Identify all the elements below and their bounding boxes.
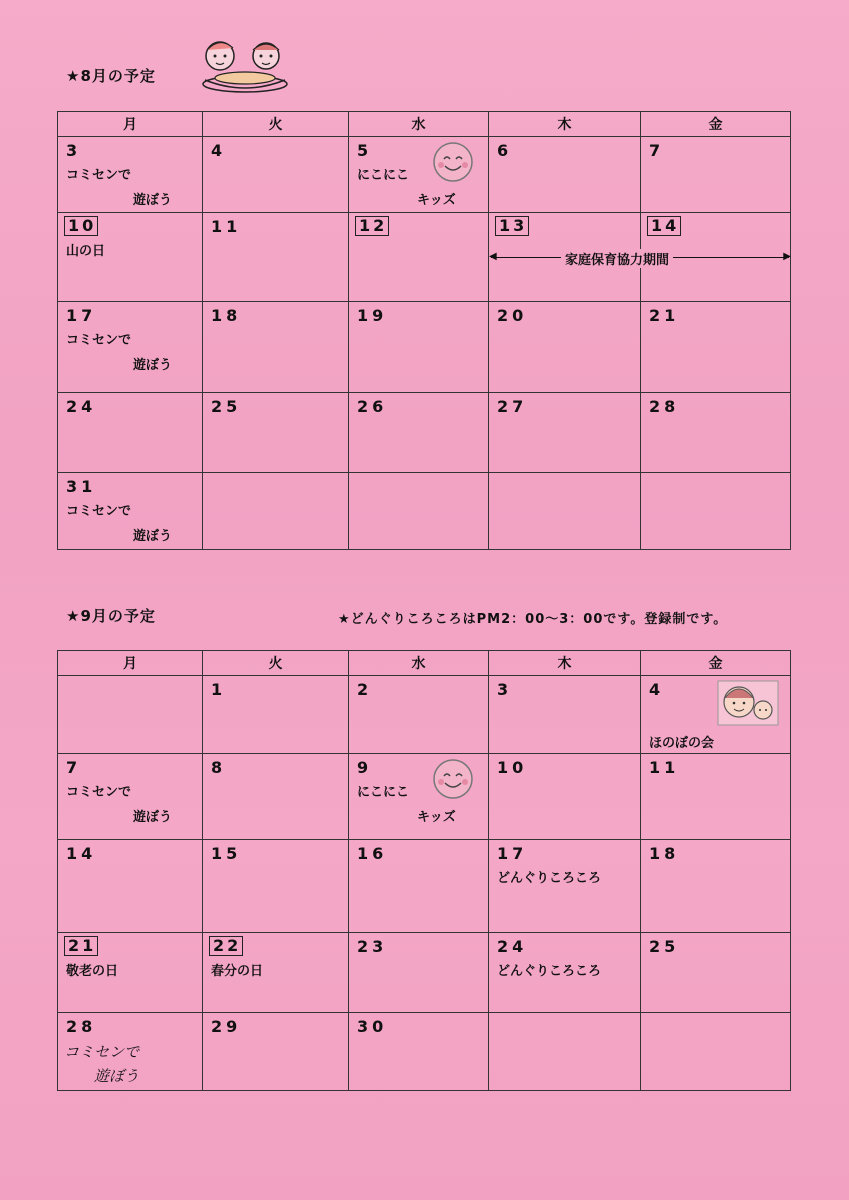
- day-cell: [349, 840, 489, 933]
- day-number: 19: [357, 306, 388, 325]
- week-row: [58, 302, 791, 393]
- day-number: 11: [211, 217, 242, 236]
- day-cell: [641, 1013, 791, 1091]
- handwritten-event-label-line2: 遊ぼう: [94, 1067, 140, 1085]
- week-row: [58, 393, 791, 473]
- day-cell: [203, 302, 349, 393]
- day-cell: [203, 473, 349, 550]
- week-row: [58, 137, 791, 213]
- day-number: 24: [66, 397, 97, 416]
- day-number: 26: [357, 397, 388, 416]
- day-cell: [58, 933, 203, 1013]
- day-number: 29: [211, 1017, 242, 1036]
- august-heading: ★8月の予定: [66, 67, 156, 85]
- day-number: 3: [66, 141, 82, 160]
- day-number: 14: [647, 216, 681, 236]
- weekday-header: 金: [641, 651, 791, 676]
- day-cell: [203, 137, 349, 213]
- event-label: にこにこ: [357, 168, 410, 183]
- week-row: [58, 473, 791, 550]
- day-cell: [58, 473, 203, 550]
- day-number: 30: [357, 1017, 388, 1036]
- day-number: 4: [649, 680, 665, 699]
- weekday-header: 金: [641, 112, 791, 137]
- handwritten-event-label: コミセンで: [64, 1043, 140, 1061]
- day-cell: [641, 676, 791, 754]
- event-label: コミセンで: [66, 785, 132, 800]
- day-number: 18: [649, 844, 680, 863]
- day-number: 23: [357, 937, 388, 956]
- day-cell: [641, 840, 791, 933]
- day-cell: [641, 393, 791, 473]
- day-cell: [489, 676, 641, 754]
- day-cell: [58, 840, 203, 933]
- day-cell: [489, 840, 641, 933]
- day-cell: [203, 933, 349, 1013]
- day-cell: [489, 1013, 641, 1091]
- week-row: [58, 754, 791, 840]
- mother-child-illustration: [717, 680, 779, 730]
- day-cell: [58, 213, 203, 302]
- event-label-line2: 遊ぼう: [133, 529, 173, 544]
- day-number: 31: [66, 477, 97, 496]
- event-label-line2: キッズ: [417, 810, 456, 825]
- day-number: 16: [357, 844, 388, 863]
- event-label: ほのぼの会: [649, 736, 715, 751]
- smiley-face-icon: [431, 140, 475, 188]
- day-number: 17: [497, 844, 528, 863]
- day-number: 4: [211, 141, 227, 160]
- day-number: 21: [64, 936, 98, 956]
- event-label: コミセンで: [66, 168, 132, 183]
- weekday-header: 水: [349, 651, 489, 676]
- day-number: 22: [209, 936, 243, 956]
- day-cell: [203, 754, 349, 840]
- week-row: [58, 840, 791, 933]
- day-number: 11: [649, 758, 680, 777]
- day-cell: [641, 754, 791, 840]
- weekday-header: 水: [349, 112, 489, 137]
- day-number: 15: [211, 844, 242, 863]
- day-cell: [58, 302, 203, 393]
- arrow-right-icon: ▶: [783, 251, 791, 262]
- day-cell: [349, 213, 489, 302]
- day-number: 1: [211, 680, 227, 699]
- day-cell: [349, 137, 489, 213]
- day-cell: [641, 473, 791, 550]
- day-cell: [58, 137, 203, 213]
- day-cell: [641, 137, 791, 213]
- day-number: 25: [649, 937, 680, 956]
- day-number: 20: [497, 306, 528, 325]
- day-cell: [349, 1013, 489, 1091]
- event-label: 敬老の日: [66, 964, 119, 979]
- day-cell: [349, 473, 489, 550]
- weekday-header: 火: [203, 651, 349, 676]
- day-cell: [489, 137, 641, 213]
- day-cell: [641, 933, 791, 1013]
- weekday-header: 木: [489, 651, 641, 676]
- day-number: 9: [357, 758, 373, 777]
- day-cell: [203, 1013, 349, 1091]
- smiley-face-icon: [431, 757, 475, 805]
- day-cell: [349, 676, 489, 754]
- august-calendar: [57, 111, 791, 550]
- day-cell: [203, 393, 349, 473]
- day-cell: [58, 1013, 203, 1091]
- event-label: コミセンで: [66, 504, 132, 519]
- event-label: コミセンで: [66, 333, 132, 348]
- day-number: 14: [66, 844, 97, 863]
- day-number: 18: [211, 306, 242, 325]
- weekday-header: 木: [489, 112, 641, 137]
- event-label: にこにこ: [357, 785, 410, 800]
- arrow-left-icon: ◀: [489, 251, 497, 262]
- september-heading: ★9月の予定: [66, 607, 156, 625]
- weekday-header: 火: [203, 112, 349, 137]
- day-cell: [349, 754, 489, 840]
- event-label-line2: 遊ぼう: [133, 810, 173, 825]
- day-number: 27: [497, 397, 528, 416]
- day-cell: [58, 676, 203, 754]
- day-cell: [203, 676, 349, 754]
- day-number: 8: [211, 758, 227, 777]
- day-cell: [489, 933, 641, 1013]
- day-number: 17: [66, 306, 97, 325]
- event-label-line2: キッズ: [417, 193, 456, 208]
- day-number: 21: [649, 306, 680, 325]
- day-cell: [349, 933, 489, 1013]
- september-calendar: [57, 650, 791, 1091]
- day-number: 3: [497, 680, 513, 699]
- day-cell: [489, 302, 641, 393]
- day-number: 10: [497, 758, 528, 777]
- day-cell: [349, 393, 489, 473]
- day-number: 2: [357, 680, 373, 699]
- day-cell: [58, 393, 203, 473]
- day-number: 28: [66, 1017, 97, 1036]
- day-number: 25: [211, 397, 242, 416]
- week-row: [58, 933, 791, 1013]
- day-number: 7: [66, 758, 82, 777]
- day-cell: [489, 393, 641, 473]
- day-number: 5: [357, 141, 373, 160]
- day-number: 13: [495, 216, 529, 236]
- day-cell: [203, 213, 349, 302]
- day-cell: [489, 754, 641, 840]
- event-label: どんぐりころころ: [497, 964, 602, 979]
- children-eating-illustration: [190, 36, 300, 94]
- day-number: 7: [649, 141, 665, 160]
- day-cell: [349, 302, 489, 393]
- event-label-line2: 遊ぼう: [133, 358, 173, 373]
- day-number: 24: [497, 937, 528, 956]
- week-row: [58, 1013, 791, 1091]
- day-cell: [489, 473, 641, 550]
- event-label: 春分の日: [211, 964, 264, 979]
- span-event-label: 家庭保育協力期間: [561, 249, 673, 268]
- weekday-header: 月: [58, 651, 203, 676]
- day-number: 6: [497, 141, 513, 160]
- event-label: 山の日: [66, 244, 106, 259]
- event-label-line2: 遊ぼう: [133, 193, 173, 208]
- week-row: [58, 676, 791, 754]
- span-event-arrow: [491, 247, 789, 267]
- weekday-header: 月: [58, 112, 203, 137]
- september-note: ★どんぐりころころはPM2：00～3：00です。登録制です。: [338, 612, 728, 627]
- day-number: 28: [649, 397, 680, 416]
- day-number: 12: [355, 216, 389, 236]
- day-cell: [203, 840, 349, 933]
- day-number: 10: [64, 216, 98, 236]
- day-cell: [58, 754, 203, 840]
- event-label: どんぐりころころ: [497, 871, 602, 886]
- day-cell: [641, 302, 791, 393]
